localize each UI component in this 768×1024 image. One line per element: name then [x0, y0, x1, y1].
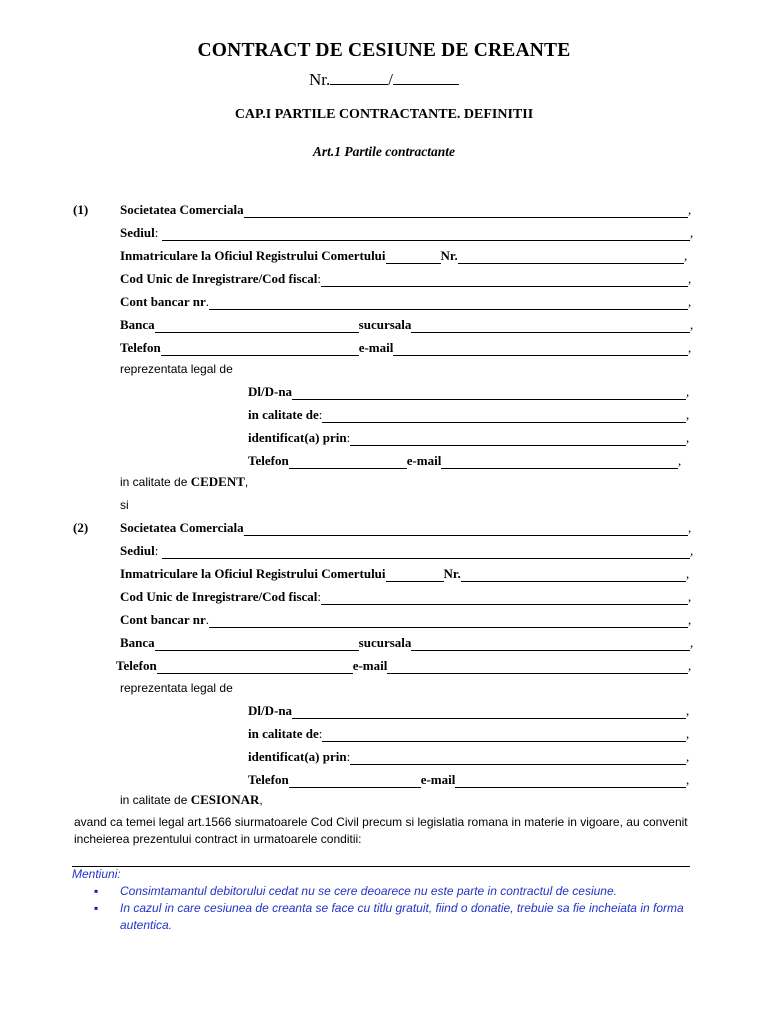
rep-id-field[interactable]	[350, 434, 686, 446]
party-2-rep-name-row: Dl/D-na ,	[248, 703, 690, 718]
phone-label: Telefon	[120, 340, 161, 355]
rep-phone-field[interactable]	[289, 457, 407, 469]
party-2-bank-row: Banca sucursala ,	[120, 635, 694, 650]
sediul-field[interactable]	[162, 547, 690, 559]
email-field[interactable]	[393, 344, 688, 356]
phone-field[interactable]	[157, 662, 353, 674]
party-1-rep-capacity-row: in calitate de : ,	[248, 407, 690, 422]
rep-name-label: Dl/D-na	[248, 384, 293, 399]
comma: ,	[688, 202, 692, 217]
email-label: e-mail	[358, 340, 394, 355]
party-2-number: (2)	[73, 520, 89, 535]
represented-by-label: reprezentata legal de	[120, 362, 233, 376]
rep-id-field[interactable]	[350, 753, 686, 765]
rep-id-label: identificat(a) prin	[248, 749, 347, 764]
rep-phone-label: Telefon	[248, 453, 289, 468]
cui-label: Cod Unic de Inregistrare/Cod fiscal	[120, 589, 318, 604]
registration-nr-field[interactable]	[458, 252, 684, 264]
company-label: Societatea Comerciala	[120, 202, 244, 217]
rep-capacity-field[interactable]	[322, 411, 686, 423]
conjunction-si: si	[120, 498, 129, 512]
party-2-cui-row: Cod Unic de Inregistrare/Cod fiscal : ,	[120, 589, 692, 604]
note-item: ▪ Consimtamantul debitorului cedat nu se cere deoarece nu este parte in contractul de cesiune.	[94, 884, 617, 898]
rep-capacity-label: in calitate de	[248, 407, 319, 422]
bank-field[interactable]	[155, 639, 359, 651]
company-field[interactable]	[244, 524, 688, 536]
party-2-rep-phone-row: Telefon e-mail ,	[248, 772, 690, 787]
party-1-company-row	[120, 202, 694, 218]
nr-label: Nr.	[440, 248, 458, 263]
notes-list	[72, 883, 698, 934]
cui-field[interactable]	[321, 593, 688, 605]
registration-field[interactable]	[386, 252, 441, 264]
party-1-role-line: in calitate de CEDENT,	[120, 474, 249, 489]
registration-field[interactable]	[386, 570, 444, 582]
bank-label: Banca	[120, 635, 155, 650]
email-field[interactable]	[387, 662, 688, 674]
party-1-number: (1)	[73, 202, 89, 217]
rep-id-label: identificat(a) prin	[248, 430, 347, 445]
notes-heading: Mentiuni:	[72, 867, 121, 881]
email-label: e-mail	[352, 658, 388, 673]
company-field[interactable]	[244, 206, 688, 218]
party-1-phone-row: Telefon e-mail ,	[120, 340, 692, 355]
rep-email-field[interactable]	[455, 776, 686, 788]
nr-prefix: Nr.	[309, 70, 331, 89]
account-field[interactable]	[209, 616, 688, 628]
rep-phone-label: Telefon	[248, 772, 289, 787]
branch-field[interactable]	[411, 321, 690, 333]
account-label: Cont bancar nr	[120, 294, 206, 309]
note-item: ▪ In cazul in care cesiunea de creanta se face cu titlu gratuit, fiind o donatie, trebuie sa fie incheiata in forma autentica.	[94, 901, 684, 932]
registration-label: Inmatriculare la Oficiul Registrului Comertului	[120, 248, 386, 263]
article-heading: Art.1 Partile contractante	[312, 144, 456, 159]
party-1-registration-row: Inmatriculare la Oficiul Registrului Comertului Nr. ,	[120, 248, 688, 263]
notes-section	[72, 866, 698, 934]
party-1-role: CEDENT	[190, 474, 245, 489]
party-1-account-row: Cont bancar nr . ,	[120, 294, 692, 309]
nr-blank-2	[393, 70, 459, 85]
cui-label: Cod Unic de Inregistrare/Cod fiscal	[120, 271, 318, 286]
registration-nr-field[interactable]	[461, 570, 686, 582]
party-1-rep-phone-row: Telefon e-mail ,	[248, 453, 682, 468]
party-1-sediul-row: Sediul : ,	[120, 225, 694, 240]
rep-name-label: Dl/D-na	[248, 703, 293, 718]
rep-name-field[interactable]	[292, 388, 686, 400]
bullet-icon: ▪	[94, 884, 99, 898]
nr-separator: /	[388, 70, 393, 89]
party-2-sediul-row: Sediul : ,	[120, 543, 694, 558]
rep-email-label: e-mail	[406, 453, 442, 468]
party-1-cui-row: Cod Unic de Inregistrare/Cod fiscal : ,	[120, 271, 692, 286]
chapter-heading: CAP.I PARTILE CONTRACTANTE. DEFINITII	[234, 107, 534, 122]
rep-email-label: e-mail	[420, 772, 456, 787]
party-1-bank-row: Banca sucursala ,	[120, 317, 694, 332]
bank-field[interactable]	[155, 321, 359, 333]
rep-name-field[interactable]	[292, 707, 686, 719]
branch-label: sucursala	[358, 317, 412, 332]
branch-label: sucursala	[358, 635, 412, 650]
company-label: Societatea Comerciala	[120, 520, 244, 535]
sediul-field[interactable]	[162, 229, 690, 241]
party-2-company-row: Societatea Comerciala ,	[120, 520, 692, 535]
contract-number	[0, 70, 768, 90]
contract-title: CONTRACT DE CESIUNE DE CREANTE	[197, 40, 571, 61]
phone-label: Telefon	[116, 658, 157, 673]
party-2-account-row: Cont bancar nr . ,	[120, 612, 692, 627]
sediul-label: Sediul	[120, 543, 155, 558]
party-1-rep-id-row: identificat(a) prin : ,	[248, 430, 690, 445]
party-1-rep-name-row: Dl/D-na ,	[248, 384, 690, 399]
sediul-label: Sediul	[120, 225, 155, 240]
bank-label: Banca	[120, 317, 155, 332]
registration-label: Inmatriculare la Oficiul Registrului Comertului	[120, 566, 386, 581]
account-label: Cont bancar nr	[120, 612, 206, 627]
branch-field[interactable]	[411, 639, 690, 651]
represented-by-label: reprezentata legal de	[120, 681, 233, 695]
rep-email-field[interactable]	[441, 457, 678, 469]
party-2-rep-id-row: identificat(a) prin : ,	[248, 749, 690, 764]
cui-field[interactable]	[321, 275, 688, 287]
nr-label: Nr.	[443, 566, 461, 581]
party-2-registration-row: Inmatriculare la Oficiul Registrului Comertului Nr. ,	[120, 566, 690, 581]
bullet-icon: ▪	[94, 901, 99, 915]
rep-phone-field[interactable]	[289, 776, 421, 788]
party-2-rep-capacity-row: in calitate de : ,	[248, 726, 690, 741]
nr-blank-1	[330, 70, 388, 85]
party-2-role: CESIONAR	[190, 792, 260, 807]
rep-capacity-field[interactable]	[322, 730, 686, 742]
party-2-phone-row: Telefon e-mail ,	[116, 658, 692, 673]
party-2-role-line: in calitate de CESIONAR,	[120, 792, 263, 807]
rep-capacity-label: in calitate de	[248, 726, 319, 741]
account-field[interactable]	[209, 298, 688, 310]
phone-field[interactable]	[161, 344, 359, 356]
closing-paragraph: avand ca temei legal art.1566 siurmatoarele Cod Civil precum si legislatia romana in materie in vigoare, au convenit incheierea prezentului contract in urmatoarele conditii:	[74, 815, 688, 846]
